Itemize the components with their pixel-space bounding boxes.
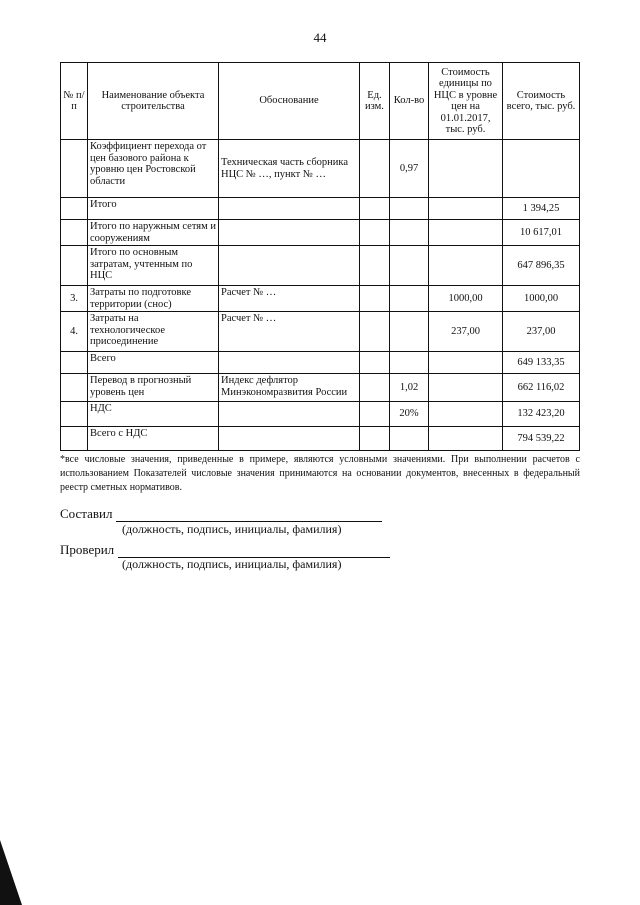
cell-unit <box>360 402 390 427</box>
compiled-signature-line <box>116 509 382 522</box>
cell-qty <box>390 312 429 352</box>
cell-basis: Индекс дефлятор Минэкономразвития России <box>219 374 360 402</box>
cell-unit <box>360 286 390 312</box>
table-row <box>61 374 580 402</box>
header-unit: Ед. изм. <box>360 63 390 140</box>
signature-checked <box>60 542 390 558</box>
cell-total: 10 617,01 <box>503 220 580 246</box>
cell-total: 132 423,20 <box>503 402 580 427</box>
cell-qty: 1,02 <box>390 374 429 402</box>
compiled-label: Составил <box>60 506 113 521</box>
cell-qty: 0,97 <box>390 140 429 198</box>
table-row <box>61 220 580 246</box>
cell-unit <box>360 427 390 451</box>
cell-unit-price <box>429 198 503 220</box>
cell-qty <box>390 220 429 246</box>
cell-basis <box>219 246 360 286</box>
cell-unit-price <box>429 140 503 198</box>
cell-total: 649 133,35 <box>503 352 580 374</box>
cell-name: Коэффициент перехода от цен базового района к уровню цен Ростовской области <box>88 140 219 198</box>
cell-qty <box>390 246 429 286</box>
cell-num <box>61 402 88 427</box>
cell-qty <box>390 286 429 312</box>
cell-basis: Расчет № … <box>219 286 360 312</box>
table-row <box>61 286 580 312</box>
cell-name: Затраты по подготовке территории (снос) <box>88 286 219 312</box>
cell-num <box>61 374 88 402</box>
cell-qty <box>390 198 429 220</box>
cell-unit <box>360 220 390 246</box>
checked-label: Проверил <box>60 542 115 557</box>
table-row <box>61 246 580 286</box>
cell-num <box>61 198 88 220</box>
cell-unit <box>360 312 390 352</box>
cell-num <box>61 246 88 286</box>
table-row <box>61 427 580 451</box>
cell-unit <box>360 374 390 402</box>
cell-unit <box>360 198 390 220</box>
cell-total: 237,00 <box>503 312 580 352</box>
page-number: 44 <box>313 30 327 45</box>
table-row <box>61 402 580 427</box>
cell-basis <box>219 220 360 246</box>
cell-unit-price <box>429 352 503 374</box>
header-num: № п/п <box>61 63 88 140</box>
table-header-row <box>61 63 580 140</box>
cell-unit <box>360 246 390 286</box>
cell-name: Всего <box>88 352 219 374</box>
signature-compiled <box>60 506 382 522</box>
header-unit-price: Стоимость единицы по НЦС в уровне цен на 01.01.2017, тыс. руб. <box>429 63 503 140</box>
cell-name: Итого по основным затратам, учтенным по НЦС <box>88 246 219 286</box>
cell-total <box>503 140 580 198</box>
cell-num <box>61 220 88 246</box>
cell-name: НДС <box>88 402 219 427</box>
cell-unit-price <box>429 220 503 246</box>
cell-unit <box>360 140 390 198</box>
cell-qty <box>390 427 429 451</box>
table-row <box>61 312 580 352</box>
cell-name: Затраты на технологическое присоединение <box>88 312 219 352</box>
cell-name: Итого <box>88 198 219 220</box>
header-name: Наименование объекта строительства <box>88 63 219 140</box>
cell-unit-price <box>429 427 503 451</box>
cell-basis: Техническая часть сборника НЦС № …, пункт № … <box>219 140 360 198</box>
header-total: Стоимость всего, тыс. руб. <box>503 63 580 140</box>
cell-num <box>61 427 88 451</box>
cell-total: 647 896,35 <box>503 246 580 286</box>
cell-name: Всего с НДС <box>88 427 219 451</box>
cell-num: 3. <box>61 286 88 312</box>
cell-basis <box>219 402 360 427</box>
estimate-table <box>60 62 580 451</box>
cell-unit-price <box>429 402 503 427</box>
cell-basis <box>219 352 360 374</box>
cell-num <box>61 352 88 374</box>
cell-num: 4. <box>61 312 88 352</box>
compiled-hint: (должность, подпись, инициалы, фамилия) <box>122 522 342 536</box>
cell-total: 662 116,02 <box>503 374 580 402</box>
footnote: *все числовые значения, приведенные в примере, являются условными значениями. При выполнении расчетов с использованием Показателей числовые значения принимаются на основании документов, внесенных в федеральный реестр сметных нормативов. <box>60 454 580 493</box>
cell-basis <box>219 198 360 220</box>
cell-num <box>61 140 88 198</box>
checked-hint: (должность, подпись, инициалы, фамилия) <box>122 557 342 571</box>
cell-total: 1000,00 <box>503 286 580 312</box>
cell-name: Итого по наружным сетям и сооружениям <box>88 220 219 246</box>
corner-mark <box>0 840 22 905</box>
cell-qty <box>390 352 429 374</box>
cell-basis <box>219 427 360 451</box>
cell-basis: Расчет № … <box>219 312 360 352</box>
cell-qty: 20% <box>390 402 429 427</box>
header-basis: Обоснование <box>219 63 360 140</box>
table-row <box>61 140 580 198</box>
cell-total: 794 539,22 <box>503 427 580 451</box>
cell-unit-price <box>429 374 503 402</box>
cell-unit-price <box>429 246 503 286</box>
header-qty: Кол-во <box>390 63 429 140</box>
table-row <box>61 352 580 374</box>
cell-unit <box>360 352 390 374</box>
table-row <box>61 198 580 220</box>
cell-name: Перевод в прогнозный уровень цен <box>88 374 219 402</box>
cell-total: 1 394,25 <box>503 198 580 220</box>
cell-unit-price: 1000,00 <box>429 286 503 312</box>
cell-unit-price: 237,00 <box>429 312 503 352</box>
